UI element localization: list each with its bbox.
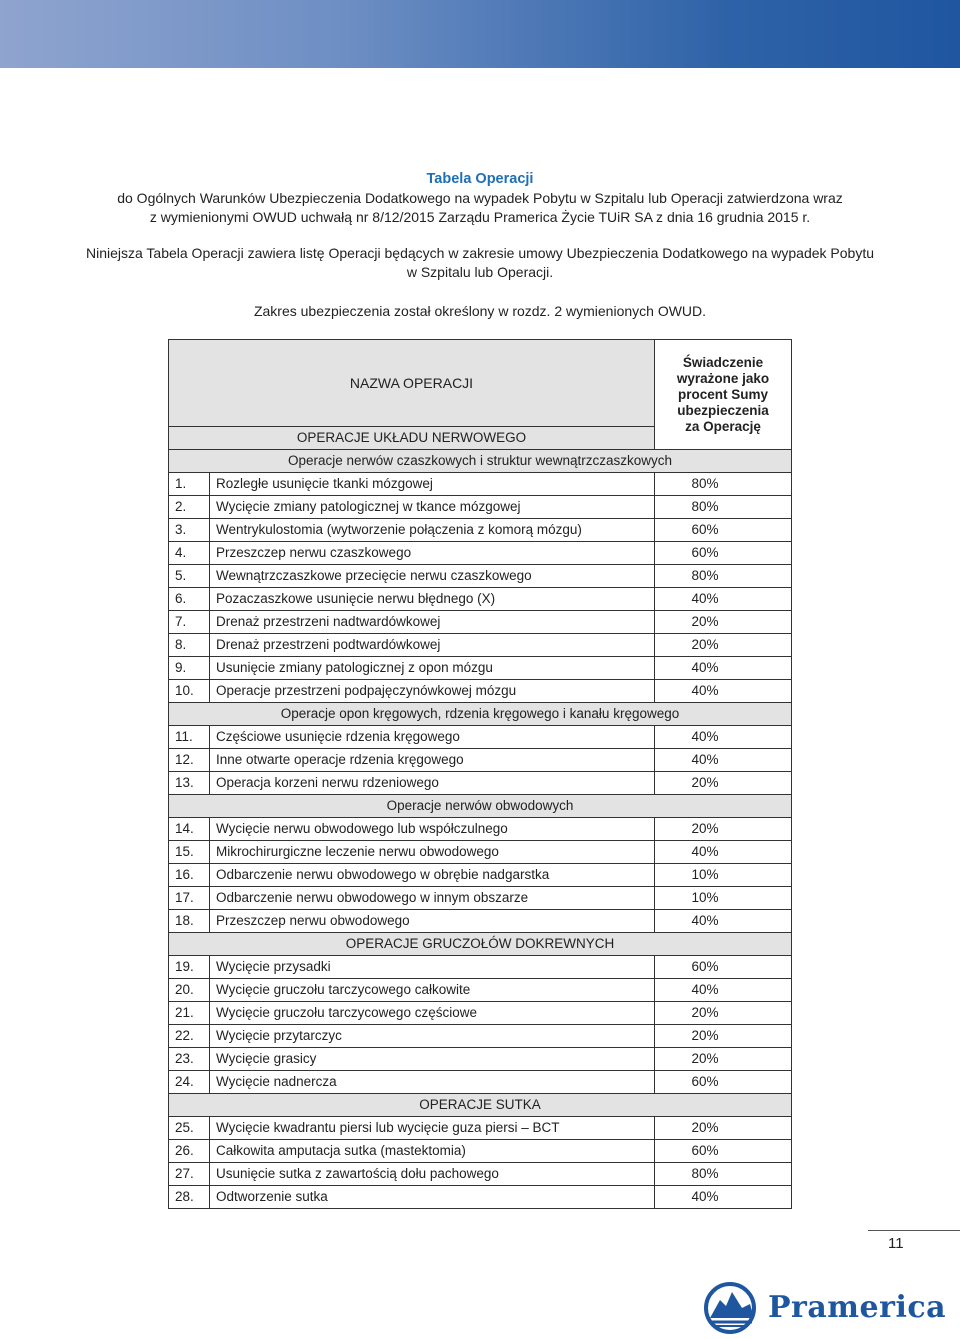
header-pct-line: wyrażone jako <box>676 370 770 386</box>
intro-line: Niniejsza Tabela Operacji zawiera listę Operacji będących w zakresie umowy Ubezpieczenia Dodatkowego na wypadek Pobytu <box>85 245 875 261</box>
header-pct-line: ubezpieczenia <box>677 402 769 418</box>
operation-name: Wycięcie gruczołu tarczycowego częściowe <box>210 1002 655 1025</box>
table-row <box>169 1117 792 1140</box>
table-row <box>169 1186 792 1209</box>
subsection-title-row <box>169 795 792 818</box>
operation-name: Wycięcie przysadki <box>210 956 655 979</box>
benefit-percent: 60% <box>655 956 792 979</box>
row-number: 11. <box>169 726 210 749</box>
row-number: 27. <box>169 1163 210 1186</box>
row-number: 12. <box>169 749 210 772</box>
operation-name: Wycięcie nerwu obwodowego lub współczulnego <box>210 818 655 841</box>
table-row <box>169 910 792 933</box>
table-row <box>169 1048 792 1071</box>
benefit-percent: 20% <box>655 772 792 795</box>
table-row <box>169 1025 792 1048</box>
benefit-percent: 80% <box>655 473 792 496</box>
row-number: 18. <box>169 910 210 933</box>
table-header-row <box>169 340 792 427</box>
scope-note <box>60 302 900 321</box>
row-number: 26. <box>169 1140 210 1163</box>
row-number: 28. <box>169 1186 210 1209</box>
row-number: 21. <box>169 1002 210 1025</box>
operation-name: Operacja korzeni nerwu rdzeniowego <box>210 772 655 795</box>
operation-name: Drenaż przestrzeni nadtwardówkowej <box>210 611 655 634</box>
row-number: 9. <box>169 657 210 680</box>
header-name: NAZWA OPERACJI <box>349 375 474 391</box>
benefit-percent: 40% <box>655 841 792 864</box>
table-row <box>169 818 792 841</box>
table-row <box>169 772 792 795</box>
section-title-row <box>169 933 792 956</box>
row-number: 3. <box>169 519 210 542</box>
intro-line: Zakres ubezpieczenia został określony w rozdz. 2 wymienionych OWUD. <box>253 303 707 319</box>
operation-name: Mikrochirurgiczne leczenie nerwu obwodowego <box>210 841 655 864</box>
operation-name: Odbarczenie nerwu obwodowego w obrębie nadgarstka <box>210 864 655 887</box>
benefit-percent: 20% <box>655 818 792 841</box>
row-number: 5. <box>169 565 210 588</box>
benefit-percent: 40% <box>655 726 792 749</box>
header-pct-cell <box>655 340 792 450</box>
table-row <box>169 887 792 910</box>
operation-name: Wycięcie gruczołu tarczycowego całkowite <box>210 979 655 1002</box>
table-row <box>169 565 792 588</box>
table-row <box>169 519 792 542</box>
row-number: 6. <box>169 588 210 611</box>
table-row <box>169 588 792 611</box>
operation-name: Wycięcie zmiany patologicznej w tkance mózgowej <box>210 496 655 519</box>
pramerica-logo <box>702 1278 947 1338</box>
benefit-percent: 40% <box>655 588 792 611</box>
section-title: OPERACJE SUTKA <box>169 1094 792 1117</box>
table-row <box>169 979 792 1002</box>
table-row <box>169 542 792 565</box>
benefit-percent: 40% <box>655 1186 792 1209</box>
document-title: Tabela Operacji <box>426 171 534 187</box>
rock-logo-icon <box>702 1278 762 1334</box>
operation-name: Drenaż przestrzeni podtwardówkowej <box>210 634 655 657</box>
operation-name: Rozległe usunięcie tkanki mózgowej <box>210 473 655 496</box>
benefit-percent: 40% <box>655 749 792 772</box>
table-row <box>169 841 792 864</box>
operation-name: Wentrykulostomia (wytworzenie połączenia z komorą mózgu) <box>210 519 655 542</box>
operation-name: Przeszczep nerwu obwodowego <box>210 910 655 933</box>
header-pct-line: za Operację <box>685 418 761 434</box>
operation-name: Pozaczaszkowe usunięcie nerwu błędnego (X) <box>210 588 655 611</box>
section-title-row <box>169 1094 792 1117</box>
table-row <box>169 634 792 657</box>
row-number: 4. <box>169 542 210 565</box>
benefit-percent: 10% <box>655 864 792 887</box>
operation-name: Odbarczenie nerwu obwodowego w innym obszarze <box>210 887 655 910</box>
operation-name: Częściowe usunięcie rdzenia kręgowego <box>210 726 655 749</box>
operation-name: Usunięcie zmiany patologicznej z opon mózgu <box>210 657 655 680</box>
subsection-title-row <box>169 450 792 473</box>
operation-name: Wycięcie przytarczyc <box>210 1025 655 1048</box>
benefit-percent: 40% <box>655 979 792 1002</box>
table-row <box>169 473 792 496</box>
row-number: 24. <box>169 1071 210 1094</box>
benefit-percent: 10% <box>655 887 792 910</box>
subsection-title: Operacje nerwów czaszkowych i struktur wewnątrzczaszkowych <box>169 450 792 473</box>
subsection-title: Operacje opon kręgowych, rdzenia kręgowego i kanału kręgowego <box>169 703 792 726</box>
table-row <box>169 726 792 749</box>
operation-name: Wycięcie grasicy <box>210 1048 655 1071</box>
table-row <box>169 864 792 887</box>
table-row <box>169 1140 792 1163</box>
section-title: OPERACJE UKŁADU NERWOWEGO <box>169 427 655 450</box>
operation-name: Inne otwarte operacje rdzenia kręgowego <box>210 749 655 772</box>
benefit-percent: 80% <box>655 1163 792 1186</box>
benefit-percent: 60% <box>655 1140 792 1163</box>
table-row <box>169 680 792 703</box>
operation-name: Całkowita amputacja sutka (mastektomia) <box>210 1140 655 1163</box>
subsection-title: Operacje nerwów obwodowych <box>169 795 792 818</box>
operation-name: Odtworzenie sutka <box>210 1186 655 1209</box>
row-number: 23. <box>169 1048 210 1071</box>
row-number: 14. <box>169 818 210 841</box>
row-number: 13. <box>169 772 210 795</box>
operation-name: Operacje przestrzeni podpajęczynówkowej mózgu <box>210 680 655 703</box>
row-number: 15. <box>169 841 210 864</box>
benefit-percent: 40% <box>655 657 792 680</box>
table-row <box>169 1071 792 1094</box>
subsection-title-row <box>169 703 792 726</box>
page-number-box <box>868 1230 960 1259</box>
operations-table <box>168 339 792 1209</box>
table-row <box>169 749 792 772</box>
row-number: 16. <box>169 864 210 887</box>
benefit-percent: 20% <box>655 1117 792 1140</box>
row-number: 25. <box>169 1117 210 1140</box>
row-number: 2. <box>169 496 210 519</box>
header-band <box>0 0 960 68</box>
logo-text: Pramerica <box>768 1290 947 1325</box>
benefit-percent: 40% <box>655 680 792 703</box>
row-number: 1. <box>169 473 210 496</box>
benefit-percent: 60% <box>655 519 792 542</box>
row-number: 20. <box>169 979 210 1002</box>
row-number: 10. <box>169 680 210 703</box>
section-title: OPERACJE GRUCZOŁÓW DOKREWNYCH <box>169 933 792 956</box>
header-pct-line: Świadczenie <box>682 354 764 370</box>
page-number: 11 <box>888 1235 904 1252</box>
operation-name: Wewnątrzczaszkowe przecięcie nerwu czaszkowego <box>210 565 655 588</box>
benefit-percent: 20% <box>655 1002 792 1025</box>
table-row <box>169 1002 792 1025</box>
operation-name: Wycięcie kwadrantu piersi lub wycięcie guza piersi – BCT <box>210 1117 655 1140</box>
operation-name: Usunięcie sutka z zawartością dołu pachowego <box>210 1163 655 1186</box>
benefit-percent: 20% <box>655 611 792 634</box>
benefit-percent: 80% <box>655 496 792 519</box>
scope-paragraph <box>60 244 900 282</box>
table-row <box>169 611 792 634</box>
row-number: 17. <box>169 887 210 910</box>
row-number: 8. <box>169 634 210 657</box>
table-row <box>169 1163 792 1186</box>
benefit-percent: 60% <box>655 1071 792 1094</box>
benefit-percent: 60% <box>655 542 792 565</box>
table-row <box>169 657 792 680</box>
benefit-percent: 80% <box>655 565 792 588</box>
operation-name: Wycięcie nadnercza <box>210 1071 655 1094</box>
intro-line: do Ogólnych Warunków Ubezpieczenia Dodatkowego na wypadek Pobytu w Szpitalu lub Operacji zatwierdzona wraz <box>117 190 843 206</box>
operation-name: Przeszczep nerwu czaszkowego <box>210 542 655 565</box>
benefit-percent: 20% <box>655 1025 792 1048</box>
benefit-percent: 20% <box>655 634 792 657</box>
benefit-percent: 20% <box>655 1048 792 1071</box>
benefit-percent: 40% <box>655 910 792 933</box>
row-number: 19. <box>169 956 210 979</box>
row-number: 7. <box>169 611 210 634</box>
intro-block <box>60 170 900 227</box>
intro-line: z wymienionymi OWUD uchwałą nr 8/12/2015 Zarządu Pramerica Życie TUiR SA z dnia 16 grudnia 2015 r. <box>149 209 811 225</box>
intro-line: w Szpitalu lub Operacji. <box>406 264 554 280</box>
table-row <box>169 496 792 519</box>
header-name-cell <box>169 340 655 427</box>
header-pct-line: procent Sumy <box>677 386 769 402</box>
table-row <box>169 956 792 979</box>
row-number: 22. <box>169 1025 210 1048</box>
